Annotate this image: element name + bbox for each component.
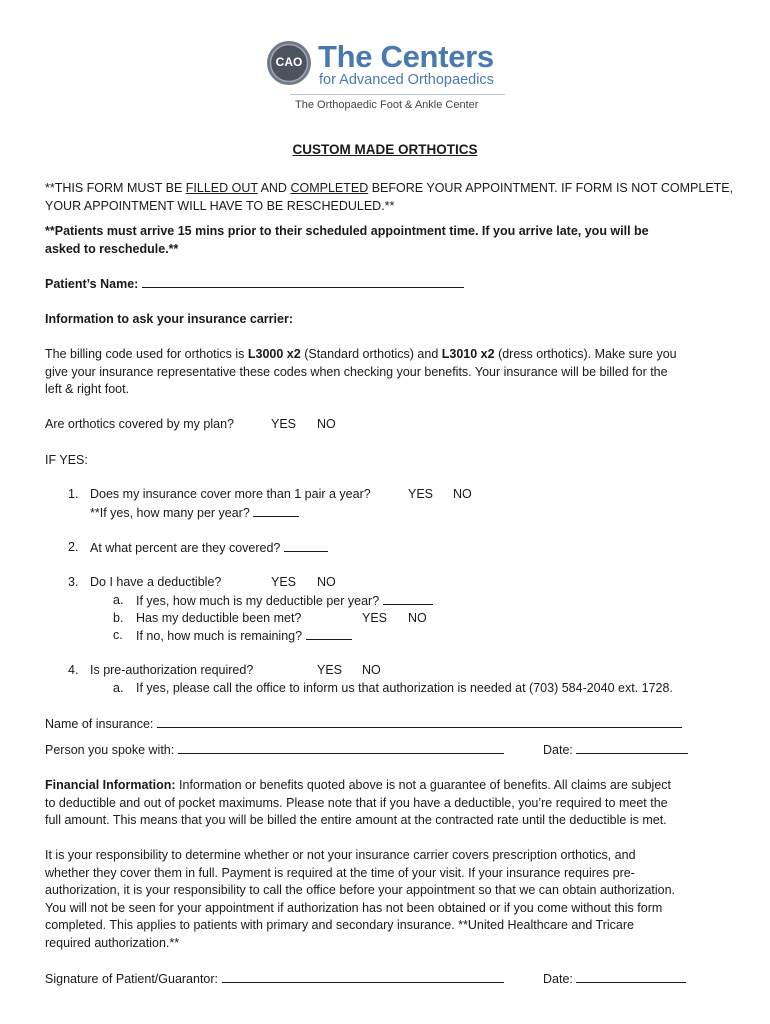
date-field-2[interactable] bbox=[576, 971, 686, 983]
q3c-letter: c. bbox=[113, 628, 123, 642]
covered-no[interactable]: NO bbox=[317, 417, 336, 431]
logo-divider bbox=[290, 94, 505, 95]
signature-row: Signature of Patient/Guarantor: bbox=[45, 971, 504, 986]
q2-percent-field[interactable] bbox=[284, 540, 328, 552]
q3c-remaining-field[interactable] bbox=[306, 628, 352, 640]
q3b-yes[interactable]: YES bbox=[362, 611, 388, 625]
q3-text: Do I have a deductible? bbox=[90, 575, 222, 589]
insurance-heading: Information to ask your insurance carrier: bbox=[45, 312, 293, 326]
patient-name-field[interactable] bbox=[142, 276, 464, 288]
person-spoke-field[interactable] bbox=[178, 742, 504, 754]
financial-paragraph: Financial Information: Information or benefits quoted above is not a guarantee of benefits. All claims are subject to deductible and out of pocket maximums. Please note that if you have a deductible, you’re required to meet the full amount. This means that you will be billed the entire amount at the contracted rate until the deductible is met. bbox=[45, 778, 671, 828]
q4-number: 4. bbox=[68, 663, 79, 677]
q1-text: Does my insurance cover more than 1 pair a year? bbox=[90, 487, 371, 501]
q3b-letter: b. bbox=[113, 611, 124, 625]
date-field-1[interactable] bbox=[576, 742, 688, 754]
q3a-letter: a. bbox=[113, 593, 124, 607]
q2-row: At what percent are they covered? bbox=[90, 540, 328, 555]
logo-tagline: The Orthopaedic Foot & Ankle Center bbox=[295, 99, 479, 111]
billing-paragraph: The billing code used for orthotics is L3000 x2 (Standard orthotics) and L3010 x2 (dress orthotics). Make sure you give your insurance representative these codes when checking your benefits. Your insurance will be billed for the left & right foot. bbox=[45, 347, 677, 397]
q2-number: 2. bbox=[68, 540, 79, 554]
q3-number: 3. bbox=[68, 575, 79, 589]
q3b-no[interactable]: NO bbox=[408, 611, 427, 625]
date-row-2: Date: bbox=[543, 971, 686, 986]
q1-sub: **If yes, how many per year? bbox=[90, 505, 299, 520]
q3-no[interactable]: NO bbox=[317, 575, 336, 589]
q1-per-year-field[interactable] bbox=[253, 505, 299, 517]
q3c-row: If no, how much is remaining? bbox=[136, 628, 352, 643]
q3a-deductible-field[interactable] bbox=[383, 593, 433, 605]
q3-yes[interactable]: YES bbox=[271, 575, 297, 589]
q3b-text: Has my deductible been met? bbox=[136, 611, 302, 625]
arrival-notice: **Patients must arrive 15 mins prior to their scheduled appointment time. If you arrive late, you will be asked to reschedule.** bbox=[45, 224, 649, 256]
q1-yes[interactable]: YES bbox=[408, 487, 434, 501]
q4a-text: If yes, please call the office to inform us that authorization is needed at (703) 584-2040 ext. 1728. bbox=[136, 681, 673, 695]
logo-subtitle: for Advanced Orthopaedics bbox=[319, 72, 494, 88]
signature-field[interactable] bbox=[222, 971, 504, 983]
responsibility-paragraph: It is your responsibility to determine whether or not your insurance carrier covers prescription orthotics, and whether they cover them in full. Payment is required at the time of your visit. If your insurance requires pre- authorization, it is your responsibility to call the office before your appointment so that we can obtain authorization. You will not be seen for your appointment if authorization has not been obtained or if you come without this form completed. This applies to patients with primary and secondary insurance. **United Healthcare and Tricare required authorization.** bbox=[45, 848, 675, 950]
patient-name-row: Patient’s Name: bbox=[45, 276, 464, 291]
q1-no[interactable]: NO bbox=[453, 487, 472, 501]
covered-yes[interactable]: YES bbox=[271, 417, 297, 431]
q1-number: 1. bbox=[68, 487, 79, 501]
q4a-letter: a. bbox=[113, 681, 124, 695]
covered-question: Are orthotics covered by my plan? bbox=[45, 417, 234, 431]
logo-title: The Centers bbox=[318, 39, 494, 74]
page-title: CUSTOM MADE ORTHOTICS bbox=[292, 142, 478, 157]
if-yes-label: IF YES: bbox=[45, 453, 88, 467]
name-of-insurance-field[interactable] bbox=[157, 716, 682, 728]
q3a-row: If yes, how much is my deductible per year? bbox=[136, 593, 433, 608]
q4-yes[interactable]: YES bbox=[317, 663, 343, 677]
q4-no[interactable]: NO bbox=[362, 663, 381, 677]
q4-text: Is pre-authorization required? bbox=[90, 663, 254, 677]
logo-badge-text: CAO bbox=[275, 55, 303, 69]
date-row-1: Date: bbox=[543, 742, 688, 757]
name-of-insurance-row: Name of insurance: bbox=[45, 716, 682, 731]
person-spoke-row: Person you spoke with: bbox=[45, 742, 504, 757]
notice-paragraph: **THIS FORM MUST BE FILLED OUT AND COMPLETED BEFORE YOUR APPOINTMENT. IF FORM IS NOT COMPLETE, YOUR APPOINTMENT WILL HAVE TO BE RESCHEDULED.** bbox=[45, 181, 734, 213]
